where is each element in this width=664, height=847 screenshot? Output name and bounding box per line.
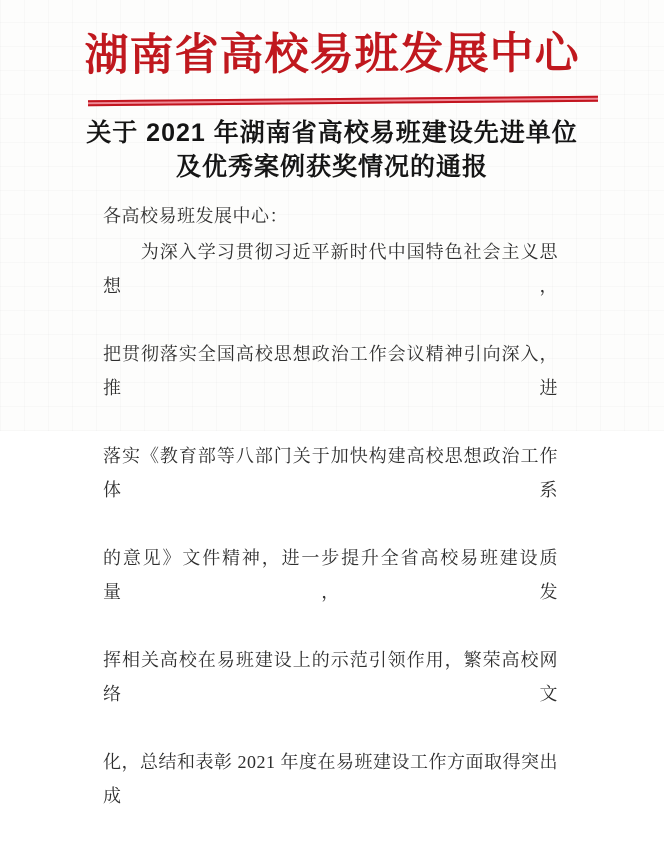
document-title xyxy=(0,116,664,184)
salutation: 各高校易班发展中心： xyxy=(103,206,288,226)
document-title-line-1: 关于 2021 年湖南省高校易班建设先进单位 xyxy=(86,119,578,147)
paragraph-line: 挥相关高校在易班建设上的示范引领作用，繁荣高校网络文 xyxy=(103,650,558,704)
body-paragraph xyxy=(103,235,558,847)
paragraph-line: 化，总结和表彰 2021 年度在易班建设工作方面取得突出成 xyxy=(103,752,558,806)
document-title-line-2: 及优秀案例获奖情况的通报 xyxy=(175,153,488,181)
document-body xyxy=(103,199,558,847)
paragraph-line: 落实《教育部等八部门关于加快构建高校思想政治工作体系 xyxy=(103,446,558,500)
paragraph-line: 把贯彻落实全国高校思想政治工作会议精神引向深入，推进 xyxy=(103,344,558,398)
letterhead-separator-rule xyxy=(88,96,598,106)
letterhead-title: 湖南省高校易班发展中心 xyxy=(84,28,580,81)
paragraph-line: 为深入学习贯彻习近平新时代中国特色社会主义思想， xyxy=(103,242,558,296)
paragraph-line: 的意见》文件精神，进一步提升全省高校易班建设质量，发 xyxy=(103,548,558,602)
